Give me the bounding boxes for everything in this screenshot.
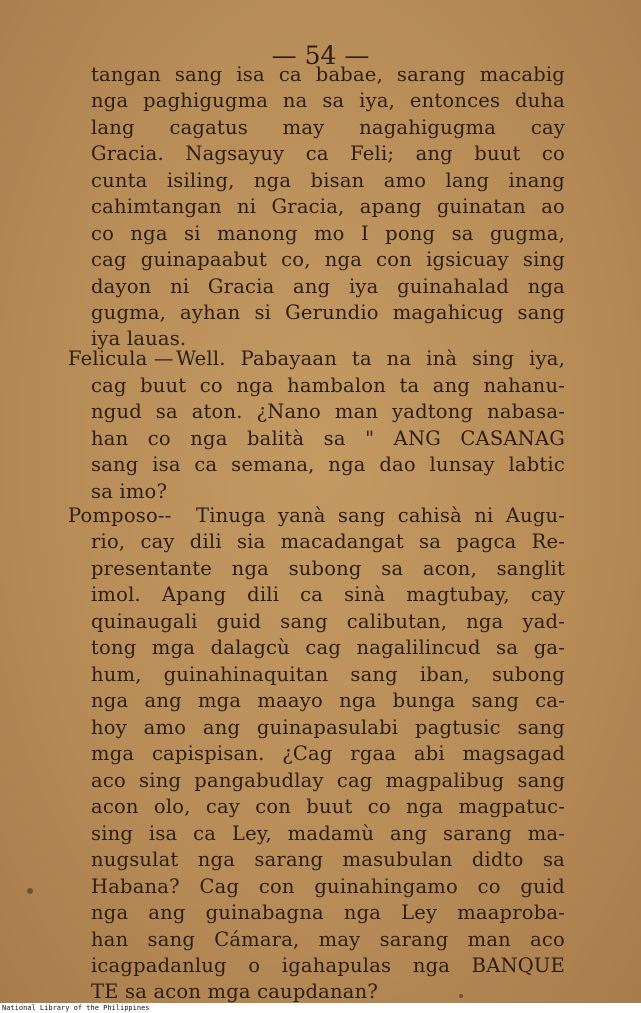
text-line: hoy amo ang guinapasulabi pagtusic sang <box>91 716 565 739</box>
text-line: han co nga balità sa " ANG CASANAG <box>91 427 565 450</box>
speaker-label-pomposo: Pomposo-- <box>68 504 172 527</box>
text-line: Habana? Cag con guinahingamo co guid <box>91 875 565 898</box>
text-line: nugsulat nga sarang masubulan didto sa <box>91 848 565 871</box>
text-line: dayon ni Gracia ang iya guinahalad nga <box>91 275 565 298</box>
text-line: TE sa acon mga caupdanan? <box>91 980 379 1003</box>
text-line: lang cagatus may nagahigugma cay <box>91 116 565 139</box>
text-line: Tinuga yanà sang cahisà ni Augu- <box>196 504 565 527</box>
text-line: nga ang mga maayo nga bunga sang ca- <box>91 689 565 712</box>
text-line: Gracia. Nagsayuy ca Feli; ang buut co <box>91 142 565 165</box>
page-number: — 54 — <box>271 41 370 70</box>
text-line: acon olo, cay con buut co nga magpatuc- <box>91 795 565 818</box>
text-line: rio, cay dili sia macadangat sa pagca Re- <box>91 530 565 553</box>
text-line: cunta isiling, nga bisan amo lang inang <box>91 169 565 192</box>
text-line: hum, guinahinaquitan sang iban, subong <box>91 663 565 686</box>
text-line: nga ang guinabagna nga Ley maaproba- <box>91 901 565 924</box>
text-line: mga capispisan. ¿Cag rgaa abi magsagad <box>91 742 565 765</box>
text-line: nga paghigugma na sa iya, entonces duha <box>91 89 565 112</box>
text-line: Well. Pabayaan ta na inà sing iya, <box>176 347 565 370</box>
text-line: imol. Apang dili ca sinà magtubay, cay <box>91 583 565 606</box>
text-line: quinaugali guid sang calibutan, nga yad- <box>91 610 565 633</box>
text-line: cag buut co nga hambalon ta ang nahanu- <box>91 374 565 397</box>
speaker-label-felicula: Felicula — <box>68 347 174 370</box>
text-line: sing isa ca Ley, madamù ang sarang ma- <box>91 822 565 845</box>
ink-spot <box>459 994 463 998</box>
text-line: han sang Cámara, may sarang man aco <box>91 928 565 951</box>
library-credit: National Library of the Philippines <box>0 1003 641 1013</box>
text-line: presentante nga subong sa acon, sanglit <box>91 557 565 580</box>
text-line: tong mga dalagcù cag nagalilincud sa ga- <box>91 636 565 659</box>
text-line: sang isa ca semana, nga dao lunsay labtic <box>91 453 565 476</box>
text-line: iya lauas. <box>91 327 187 350</box>
text-line: cahimtangan ni Gracia, apang guinatan ao <box>91 195 565 218</box>
text-line: cag guinapaabut co, nga con igsicuay sing <box>91 248 565 271</box>
text-line: ngud sa aton. ¿Nano man yadtong nabasa- <box>91 400 565 423</box>
text-line: gugma, ayhan si Gerundio magahicug sang <box>91 301 565 324</box>
text-line: aco sing pangabudlay cag magpalibug sang <box>91 769 565 792</box>
ink-spot <box>27 888 33 894</box>
text-line: co nga si manong mo I pong sa gugma, <box>91 222 565 245</box>
text-line: icagpadanlug o igahapulas nga BANQUE <box>91 954 565 977</box>
text-line: sa imo? <box>91 480 168 503</box>
text-line: tangan sang isa ca babae, sarang macabig <box>91 63 565 86</box>
